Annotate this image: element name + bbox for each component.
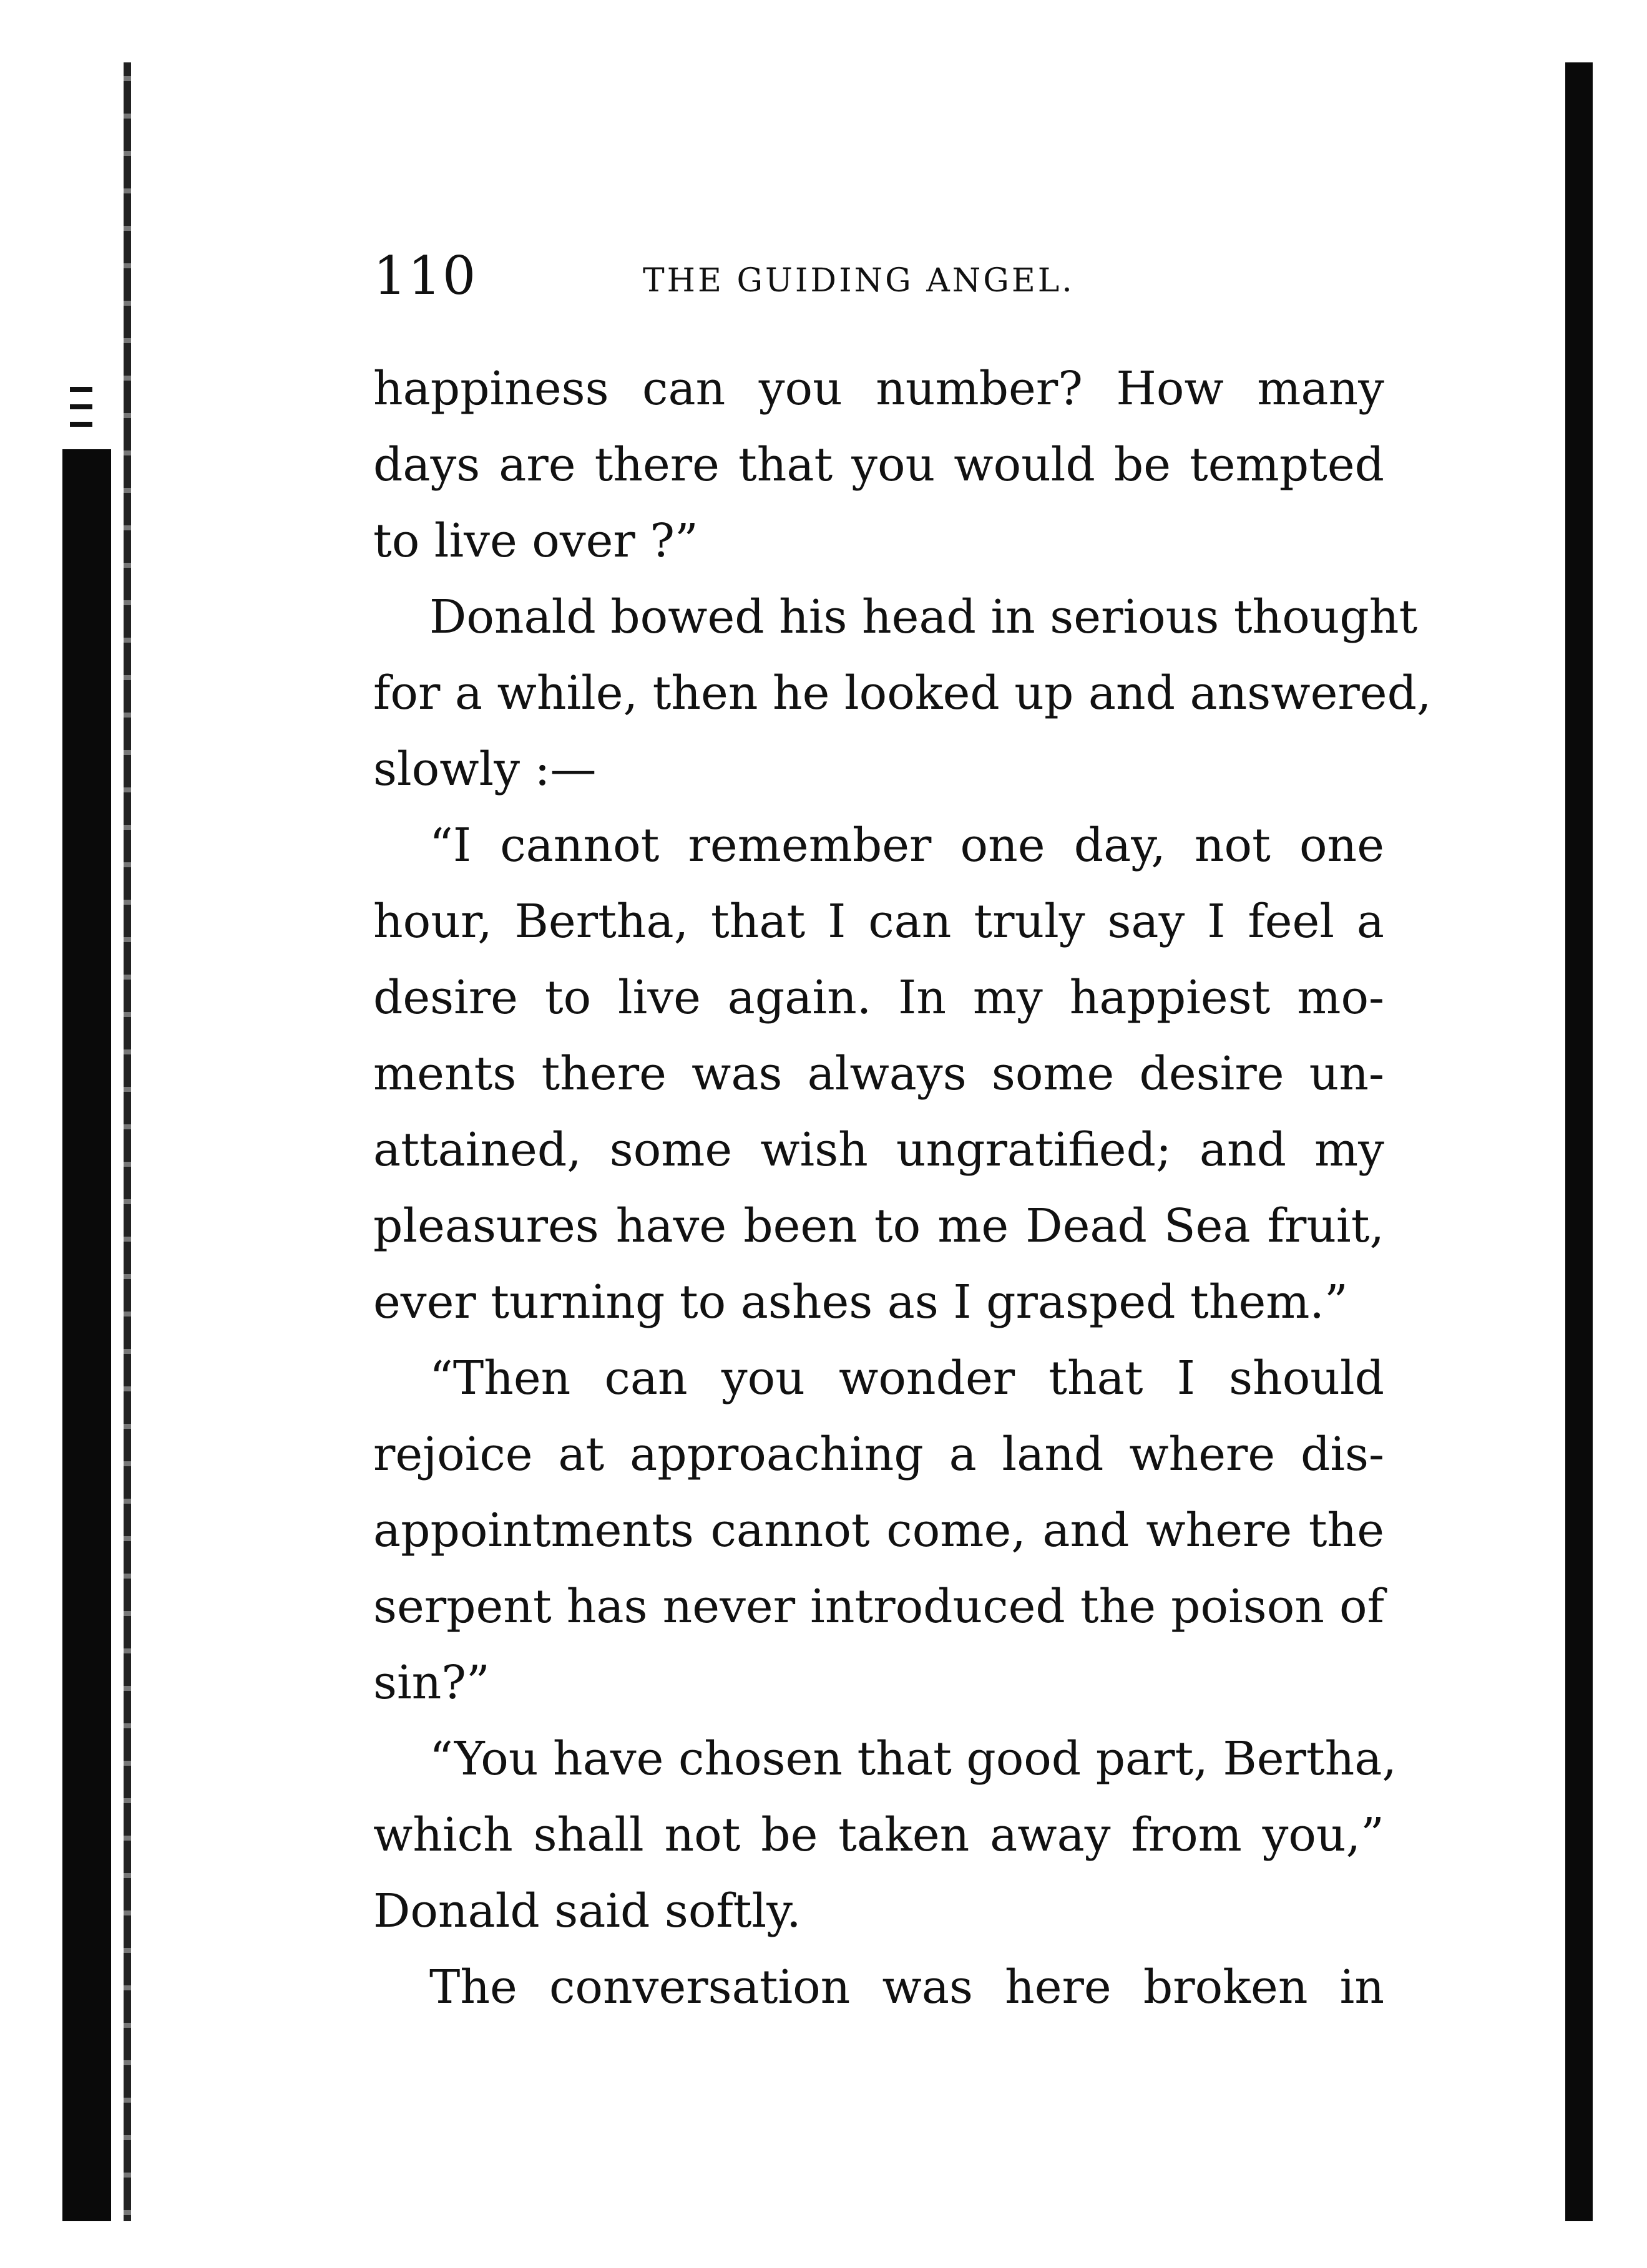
text-line: Donald said softly. [373, 1884, 801, 1938]
text-line: slowly :— [373, 742, 597, 796]
scan-edge-left-marks [70, 387, 92, 437]
text-line: to live over ?” [373, 514, 698, 568]
scan-edge-left [62, 449, 111, 2221]
text-line: ever turning to ashes as I grasped them.” [373, 1275, 1348, 1329]
text-line: serpent has never introduced the poison of [373, 1580, 1384, 1633]
text-line: “You have chosen that good part, Bertha, [429, 1732, 1397, 1786]
page-header [373, 245, 1384, 313]
text-line: happiness can you number? How many [373, 362, 1384, 416]
text-line: ments there was always some desire un- [373, 1047, 1384, 1101]
page-number: 110 [373, 245, 477, 306]
text-line: “I cannot remember one day, not one [429, 819, 1384, 872]
scan-edge-right [1565, 62, 1593, 2221]
text-line: desire to live again. In my happiest mo- [373, 971, 1384, 1024]
text-line: pleasures have been to me Dead Sea fruit, [373, 1199, 1384, 1253]
text-line: appointments cannot come, and where the [373, 1504, 1384, 1557]
text-line: The conversation was here broken in [429, 1960, 1384, 2014]
text-line: Donald bowed his head in serious thought [429, 590, 1418, 644]
text-line: sin?” [373, 1656, 490, 1710]
text-line: which shall not be taken away from you,” [373, 1808, 1384, 1862]
text-line: days are there that you would be tempted [373, 438, 1384, 492]
text-line: “Then can you wonder that I should [429, 1351, 1384, 1405]
text-line: attained, some wish ungratified; and my [373, 1123, 1384, 1177]
text-line: hour, Bertha, that I can truly say I feel a [373, 895, 1384, 948]
running-head: THE GUIDING ANGEL. [643, 262, 1075, 299]
scan-edge-left-binding [124, 62, 131, 2221]
body-text [373, 351, 1432, 2025]
text-line: for a while, then he looked up and answered, [373, 666, 1432, 720]
text-line: rejoice at approaching a land where dis- [373, 1428, 1384, 1481]
